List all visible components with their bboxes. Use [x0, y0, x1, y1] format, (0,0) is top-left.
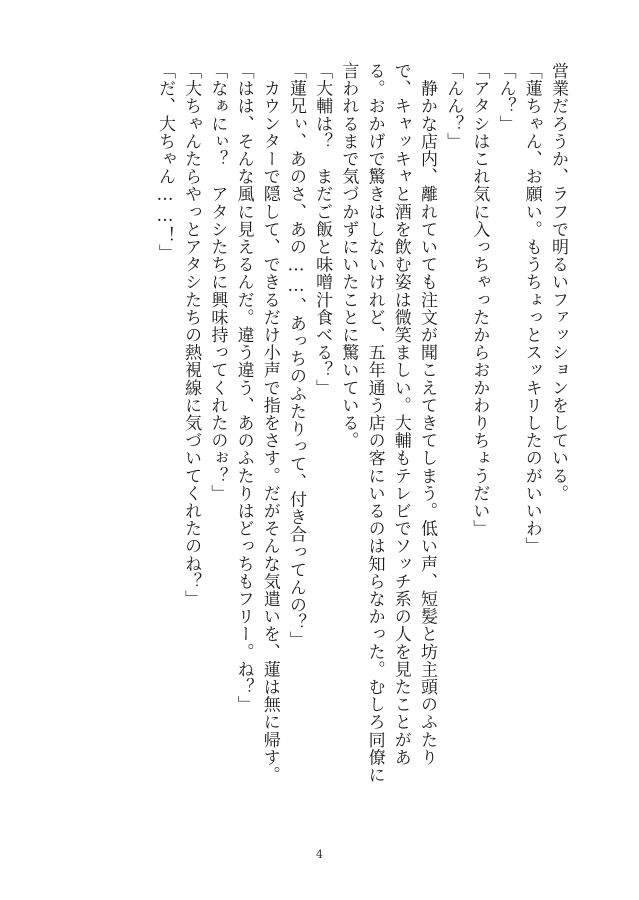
text-line: 静かな店内、離れていても注文が聞こえてきてしまう。低い声、短髪と坊主頭のふたり [416, 62, 437, 766]
text-line: 「なぁにぃ？ アタシたちに興味持ってくれたのぉ？」 [207, 62, 228, 502]
text-line: 「アタシはこれ気に入っちゃったからおかわりちょうだい」 [469, 62, 490, 538]
text-line: る。おかげで驚きはしないけれど、五年通う店の客にいるのは知らなかった。むしろ同僚に [364, 62, 385, 784]
text-line: 「大ちゃんたらやっとアタシたちの熱視線に気づいてくれたのね？」 [181, 62, 202, 608]
text-line: 「はは、そんな風に見えるんだ。違う違う、あのふたりはどっちもフリー。ね？」 [233, 62, 254, 714]
vertical-text-body [51, 62, 571, 784]
text-line: 「だ、大ちゃん……！」 [154, 62, 175, 262]
text-line: 「んん？」 [443, 62, 464, 150]
text-line: 「蓮兄ぃ、あのさ、あの……、あっちのふたりって、付き合ってんの？」 [285, 62, 306, 649]
text-line: カウンターで隠して、できるだけ小声で指をさす。だがそんな気遣いを、蓮は無に帰す。 [259, 62, 280, 784]
text-line: 「蓮ちゃん、お願い。もうちょっとスッキリしたのがいいわ」 [521, 62, 542, 555]
text-line: で、キャッキャと酒を飲む姿は微笑ましい。大輔もテレビでソッチ系の人を見たことがあ [390, 62, 411, 766]
page-number: 4 [316, 848, 323, 861]
text-line: 「ん？」 [495, 62, 516, 133]
text-line: 「大輔は？ まだご飯と味噌汁食べる？」 [312, 62, 333, 397]
text-line: 営業だろうか、ラフで明るいファッションをしている。 [548, 62, 568, 502]
text-line: 言われるまで気づかずにいたことに驚いている。 [338, 62, 359, 450]
